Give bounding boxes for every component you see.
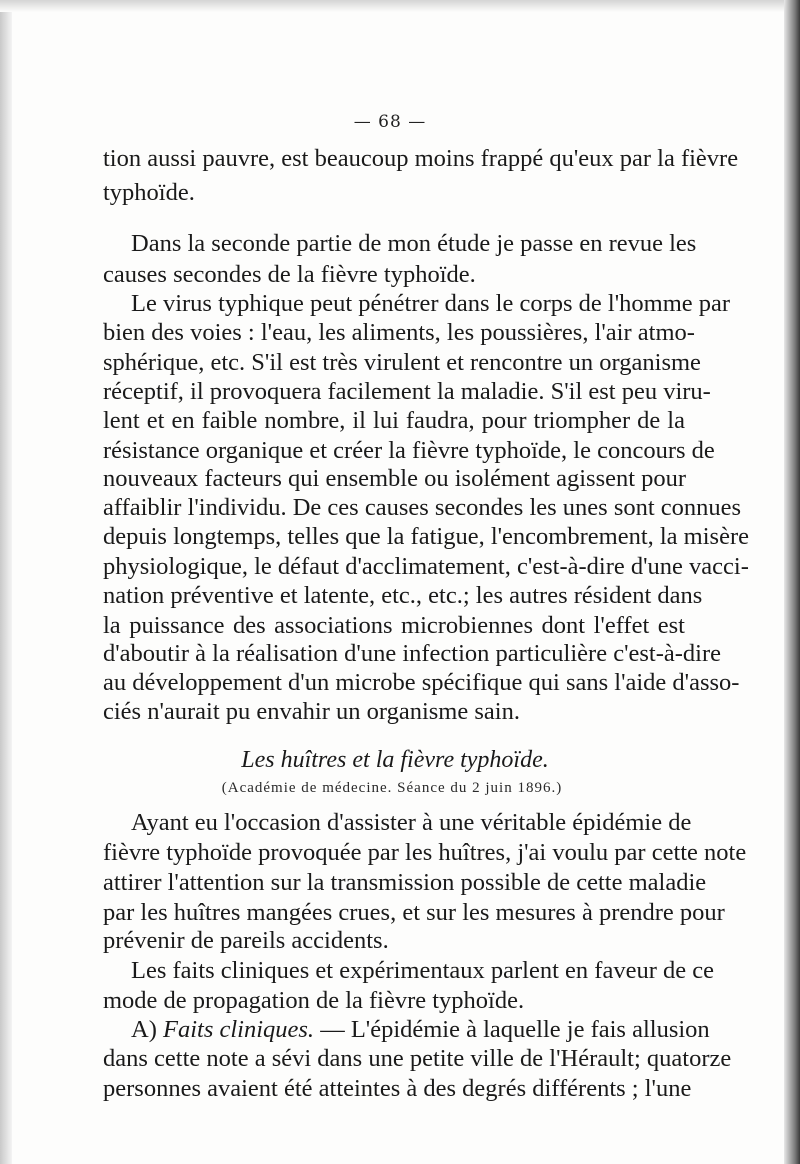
text-span: — L'épidémie à laquelle je fais allusion xyxy=(314,1016,710,1043)
text-line xyxy=(131,1016,710,1043)
scan-edge-right xyxy=(784,0,800,1164)
text-line: nouveaux facteurs qui ensemble ou isolément agissent pour xyxy=(103,465,687,492)
text-line: nation préventive et latente, etc., etc.; les autres résident dans xyxy=(103,582,703,609)
text-line: au développement d'un microbe spécifique qui sans l'aide d'asso- xyxy=(103,669,740,696)
text-line: ciés n'aurait pu envahir un organisme sain. xyxy=(103,698,520,725)
text-line: attirer l'attention sur la transmission possible de cette maladie xyxy=(103,869,707,896)
text-line: Les faits cliniques et expérimentaux parlent en faveur de ce xyxy=(131,957,714,984)
text-line: dans cette note a sévi dans une petite ville de l'Hérault; quatorze xyxy=(103,1045,732,1072)
section-subtitle: (Académie de médecine. Séance du 2 juin 1896.) xyxy=(221,780,563,796)
text-line: depuis longtemps, telles que la fatigue, l'encombrement, la misère xyxy=(103,523,749,550)
text-line: Le virus typhique peut pénétrer dans le corps de l'homme par xyxy=(131,290,731,317)
scan-edge-top xyxy=(0,0,800,12)
text-line: physiologique, le défaut d'acclimatement, c'est-à-dire d'une vacci- xyxy=(103,553,749,580)
text-line: lent et en faible nombre, il lui faudra, pour triompher de la xyxy=(103,407,685,434)
text-line: affaiblir l'individu. De ces causes secondes les unes sont connues xyxy=(103,494,742,521)
text-line: résistance organique et créer la fièvre typhoïde, le concours de xyxy=(103,437,715,464)
text-line: réceptif, il provoquera facilement la maladie. S'il est peu viru- xyxy=(103,378,711,405)
scan-edge-left xyxy=(0,0,12,1164)
text-line: d'aboutir à la réalisation d'une infection particulière c'est-à-dire xyxy=(103,640,721,667)
text-line: bien des voies : l'eau, les aliments, les poussières, l'air atmo- xyxy=(103,319,695,346)
text-line: la puissance des associations microbiennes dont l'effet est xyxy=(103,612,685,639)
text-line: causes secondes de la fièvre typhoïde. xyxy=(103,261,476,288)
section-title: Les huîtres et la fièvre typhoïde. xyxy=(241,747,549,773)
text-line: personnes avaient été atteintes à des degrés différents ; l'une xyxy=(103,1075,692,1102)
subsection-label: Faits cliniques. xyxy=(162,1016,315,1043)
text-line: tion aussi pauvre, est beaucoup moins frappé qu'eux par la fièvre xyxy=(103,145,739,172)
text-line: Ayant eu l'occasion d'assister à une véritable épidémie de xyxy=(131,809,692,836)
text-line: typhoïde. xyxy=(103,179,195,206)
text-line: sphérique, etc. S'il est très virulent et rencontre un organisme xyxy=(103,349,701,376)
text-line: Dans la seconde partie de mon étude je passe en revue les xyxy=(131,230,697,257)
text-line: mode de propagation de la fièvre typhoïde. xyxy=(103,987,525,1014)
page-number: — 68 — xyxy=(353,112,427,132)
text-line: par les huîtres mangées crues, et sur les mesures à prendre pour xyxy=(103,899,725,926)
item-marker: A) xyxy=(131,1016,163,1043)
text-line: prévenir de pareils accidents. xyxy=(103,927,389,954)
text-line: fièvre typhoïde provoquée par les huîtres, j'ai voulu par cette note xyxy=(103,839,747,866)
